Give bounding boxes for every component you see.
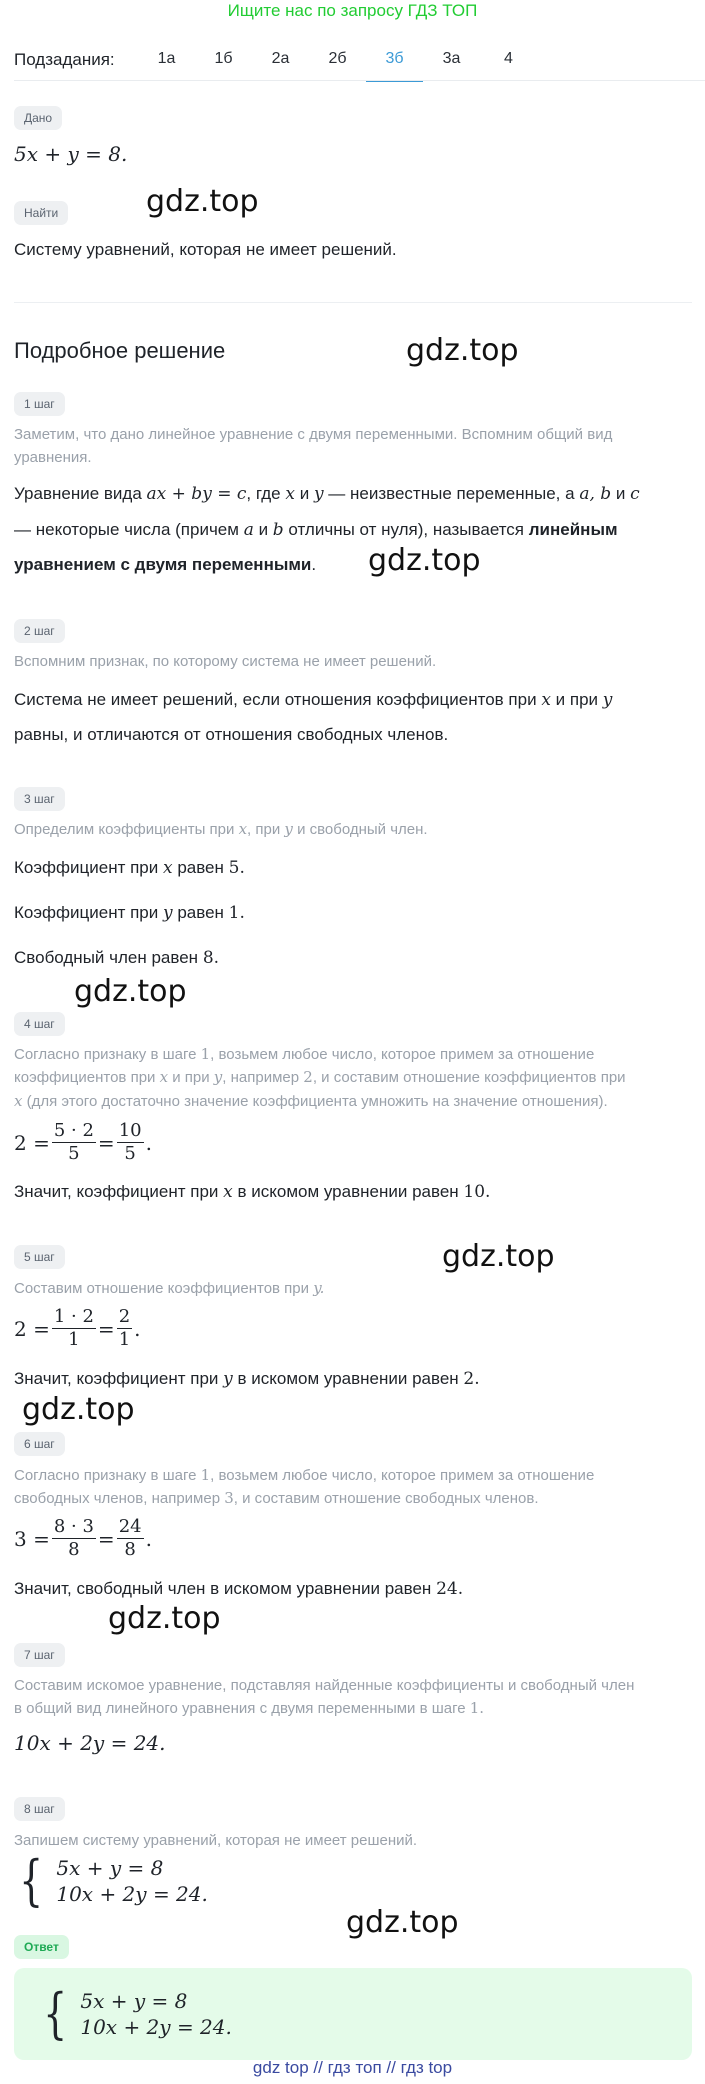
watermark: gdz.top <box>406 333 519 368</box>
var-x: x <box>159 1068 169 1086</box>
text: и при <box>555 690 599 709</box>
var-y: y <box>213 1068 223 1086</box>
step-1-line-2 <box>14 515 694 545</box>
watermark: gdz.top <box>74 974 187 1009</box>
solution-title: Подробное решение <box>14 338 226 363</box>
find-badge: Найти <box>14 201 68 225</box>
text: и при <box>172 1069 210 1086</box>
text: равен <box>177 858 224 877</box>
text: коэффициентов при <box>14 1069 156 1086</box>
fraction <box>117 1516 144 1561</box>
answer-badge: Ответ <box>14 1935 69 1959</box>
tab-1a[interactable]: 1а <box>157 50 176 67</box>
text: Согласно признаку в шаге <box>14 1046 197 1063</box>
text: (для этого достаточно значение коэффициента умножить на значение отношения). <box>26 1093 608 1110</box>
watermark: gdz.top <box>368 543 481 578</box>
value: 10. <box>463 1182 491 1202</box>
fraction <box>52 1516 96 1561</box>
step-6-hint-1 <box>14 1464 594 1487</box>
text: , возьмем любое число, которое примем за отношение <box>210 1046 595 1063</box>
value: 24. <box>436 1579 464 1599</box>
step-2-line-1 <box>14 685 694 715</box>
var-y: y <box>602 690 613 710</box>
step-6-equation <box>14 1516 152 1561</box>
answer-box <box>14 1968 692 2060</box>
tab-1b[interactable]: 1б <box>214 50 233 67</box>
var-a: a <box>243 520 254 540</box>
text: — некоторые числа (причем <box>14 520 239 539</box>
text: Определим коэффициенты при <box>14 821 235 838</box>
eq-part: . <box>145 1130 152 1155</box>
eq-part: = <box>97 1130 115 1155</box>
text: и свободный член. <box>297 821 428 838</box>
subtasks-label: Подзадания: <box>14 50 115 69</box>
step-4-hint-3 <box>14 1090 608 1113</box>
step-7-equation: 10x + 2y = 24. <box>14 1731 166 1755</box>
value: 5. <box>228 858 245 878</box>
system-line-1: 5x + y = 8 <box>56 1856 164 1880</box>
var-x: x <box>14 1092 23 1110</box>
step-5-badge: 5 шаг <box>14 1245 65 1269</box>
given-equation: 5x + y = 8. <box>14 142 128 166</box>
brace-icon: { <box>19 1849 44 1912</box>
var-c: c <box>630 484 640 504</box>
var-x: x <box>238 820 248 838</box>
fraction <box>52 1306 96 1351</box>
section-divider <box>14 302 692 303</box>
numerator: 8 · 3 <box>53 1516 94 1537</box>
var-y: y <box>223 1369 233 1389</box>
eq-part: . <box>145 1526 152 1551</box>
text: и <box>258 520 269 539</box>
numerator: 2 <box>118 1306 131 1327</box>
bold-term: уравнением с двумя переменными <box>14 555 312 574</box>
step-5-hint <box>14 1277 324 1300</box>
text: Коэффициент при <box>14 858 159 877</box>
brace-icon: { <box>43 1982 68 2045</box>
eq-part: 2 = <box>14 1316 50 1341</box>
value: 8. <box>202 948 220 968</box>
var-y: y <box>284 820 293 838</box>
step-7-badge: 7 шаг <box>14 1643 65 1667</box>
var-ab: a, b <box>579 484 612 504</box>
eq-part: = <box>97 1316 115 1341</box>
tab-4[interactable]: 4 <box>504 50 513 67</box>
text: свободных членов, например <box>14 1490 221 1507</box>
step-7-hint-1: Составим искомое уравнение, подставляя найденные коэффициенты и свободный член <box>14 1677 635 1694</box>
step-3-hint <box>14 818 428 841</box>
text: , возьмем любое число, которое примем за отношение <box>210 1467 595 1484</box>
system-line-2: 10x + 2y = 24. <box>56 1882 208 1906</box>
text: Свободный член равен <box>14 948 199 967</box>
var-y: y. <box>313 1279 325 1297</box>
text: Уравнение вида <box>14 484 142 503</box>
text: в искомом уравнении равен <box>237 1182 459 1201</box>
denominator: 5 <box>68 1143 80 1164</box>
denominator: 8 <box>124 1539 136 1560</box>
numerator: 5 · 2 <box>53 1120 94 1141</box>
text: Согласно признаку в шаге <box>14 1467 197 1484</box>
step-7-hint-2 <box>14 1697 484 1720</box>
text: — неизвестные переменные, а <box>328 484 575 503</box>
text: , и составим отношение свободных членов. <box>233 1490 539 1507</box>
var-x: x <box>223 1182 233 1202</box>
var-x: x <box>162 858 173 878</box>
answer-line-1: 5x + y = 8 <box>80 1989 188 2013</box>
step-4-badge: 4 шаг <box>14 1012 65 1036</box>
step-8-system <box>14 1849 208 1912</box>
step-3-free-term <box>14 943 219 973</box>
tab-2b[interactable]: 2б <box>328 50 347 67</box>
numerator: 10 <box>118 1120 142 1141</box>
fraction <box>117 1306 132 1351</box>
step-4-result <box>14 1177 490 1207</box>
step-6-badge: 6 шаг <box>14 1432 65 1456</box>
step-4-equation <box>14 1120 152 1165</box>
watermark: gdz.top <box>442 1239 555 1274</box>
value: 1 <box>200 1466 211 1484</box>
answer-line-2: 10x + 2y = 24. <box>80 2015 232 2039</box>
text: , и составим отношение коэффициентов при <box>312 1069 626 1086</box>
step-3-badge: 3 шаг <box>14 787 65 811</box>
answer-system <box>38 1982 232 2045</box>
step-2-badge: 2 шаг <box>14 619 65 643</box>
step-6-result <box>14 1574 463 1604</box>
text: Составим отношение коэффициентов при <box>14 1280 310 1297</box>
step-6-hint-2 <box>14 1487 539 1510</box>
watermark: gdz.top <box>108 1601 221 1636</box>
text: отличны от нуля), называется <box>288 520 525 539</box>
step-5-result <box>14 1364 480 1394</box>
text: и <box>615 484 626 503</box>
numerator: 1 · 2 <box>53 1306 94 1327</box>
find-text: Систему уравнений, которая не имеет решений. <box>14 240 397 259</box>
value: 1. <box>228 903 245 923</box>
step-2-hint: Вспомним признак, по которому система не имеет решений. <box>14 653 437 670</box>
step-2-line-2: равны, и отличаются от отношения свободных членов. <box>14 725 449 744</box>
text: , где <box>246 484 281 503</box>
denominator: 5 <box>124 1143 136 1164</box>
value: 1. <box>469 1699 485 1717</box>
text: . <box>311 555 317 574</box>
bold-term: линейным <box>528 520 618 539</box>
text: и <box>299 484 310 503</box>
tab-2a[interactable]: 2а <box>271 50 290 67</box>
watermark: gdz.top <box>22 1392 135 1427</box>
step-1-hint: Заметим, что дано линейное уравнение с двумя переменными. Вспомним общий вид уравнения. <box>14 426 613 466</box>
step-8-hint: Запишем систему уравнений, которая не имеет решений. <box>14 1832 418 1849</box>
step-1-badge: 1 шаг <box>14 392 65 416</box>
fraction <box>117 1120 144 1165</box>
value: 1 <box>200 1045 211 1063</box>
step-5-equation <box>14 1306 141 1351</box>
value: 2. <box>463 1369 480 1389</box>
step-8-badge: 8 шаг <box>14 1797 65 1821</box>
denominator: 8 <box>68 1539 80 1560</box>
text: , при <box>247 821 281 838</box>
tab-3a[interactable]: 3а <box>442 50 461 67</box>
watermark: gdz.top <box>346 1905 459 1940</box>
footer-links[interactable]: gdz top // гдз топ // гдз top <box>252 2058 453 2077</box>
text: Коэффициент при <box>14 903 159 922</box>
var-x: x <box>541 690 551 710</box>
step-4-hint-1 <box>14 1043 594 1066</box>
step-3-coef-y <box>14 898 245 928</box>
text: Значит, коэффициент при <box>14 1369 219 1388</box>
text: Система не имеет решений, если отношения коэффициентов при <box>14 690 537 709</box>
var-y: y <box>313 484 324 504</box>
formula: ax + by = c <box>146 484 247 504</box>
text: в общий вид линейного уравнения с двумя переменными в шаге <box>14 1700 466 1717</box>
step-3-coef-x <box>14 853 245 883</box>
eq-part: 3 = <box>14 1526 50 1551</box>
text: равен <box>177 903 224 922</box>
denominator: 1 <box>118 1329 131 1350</box>
var-x: x <box>285 484 295 504</box>
step-1-line-3 <box>14 550 316 580</box>
text: Значит, свободный член в искомом уравнении равен <box>14 1579 432 1598</box>
text: , например <box>222 1069 300 1086</box>
value: 3 <box>224 1489 234 1507</box>
search-banner: Ищите нас по запросу ГДЗ ТОП <box>227 1 478 20</box>
text: в искомом уравнении равен <box>237 1369 459 1388</box>
step-4-hint-2 <box>14 1066 704 1089</box>
watermark: gdz.top <box>146 184 259 219</box>
var-y: y <box>162 903 173 923</box>
fraction <box>52 1120 96 1165</box>
step-1-line-1 <box>14 479 694 509</box>
numerator: 24 <box>118 1516 142 1537</box>
eq-part: . <box>134 1316 141 1341</box>
tab-3b[interactable]: 3б <box>366 46 423 82</box>
denominator: 1 <box>68 1329 80 1350</box>
tabs-divider <box>14 80 705 81</box>
given-badge: Дано <box>14 106 62 130</box>
eq-part: 2 = <box>14 1130 50 1155</box>
text: Значит, коэффициент при <box>14 1182 219 1201</box>
value: 2 <box>303 1068 313 1086</box>
subtasks-bar <box>14 46 694 82</box>
var-b: b <box>272 520 284 540</box>
subtasks-tabs <box>138 46 537 82</box>
eq-part: = <box>97 1526 115 1551</box>
